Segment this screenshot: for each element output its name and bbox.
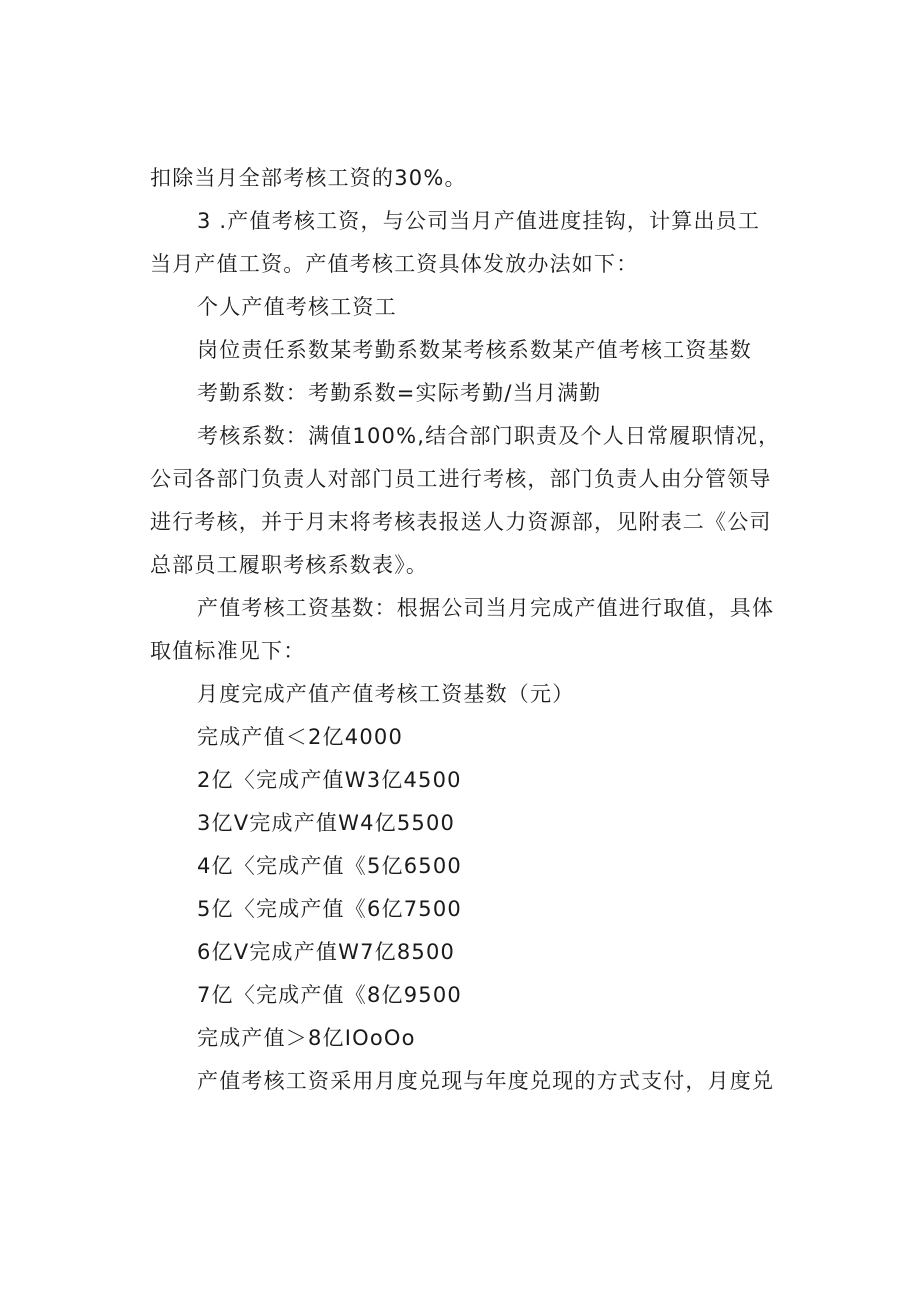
text-line: 公司各部门负责人对部门员工进行考核，部门负责人由分管领导 <box>150 467 772 491</box>
text-line: 3亿V完成产值W4亿5500 <box>197 811 456 835</box>
text-line: 3 .产值考核工资，与公司当月产值进度挂钩，计算出员工 <box>197 209 761 233</box>
text-line: 考核系数：满值100%,结合部门职责及个人日常履职情况， <box>197 424 781 448</box>
text-line: 岗位责任系数某考勤系数某考核系数某产值考核工资基数 <box>197 338 752 362</box>
text-line: 考勤系数：考勤系数=实际考勤/当月满勤 <box>197 381 602 405</box>
text-line: 产值考核工资基数：根据公司当月完成产值进行取值，具体 <box>197 596 775 620</box>
text-line: 进行考核，并于月末将考核表报送人力资源部，见附表二《公司 <box>150 510 772 534</box>
text-line: 5亿〈完成产值《6亿7500 <box>197 897 462 921</box>
text-line: 当月产值工资。产值考核工资具体发放办法如下： <box>150 252 639 276</box>
text-line: 4亿〈完成产值《5亿6500 <box>197 854 462 878</box>
text-line: 个人产值考核工资工 <box>197 295 397 319</box>
text-line: 完成产值＜2亿4000 <box>197 725 404 749</box>
text-line: 扣除当月全部考核工资的30%。 <box>150 166 467 190</box>
text-line: 产值考核工资采用月度兑现与年度兑现的方式支付，月度兑 <box>197 1069 775 1093</box>
text-line: 2亿〈完成产值W3亿4500 <box>197 768 462 792</box>
text-line: 7亿〈完成产值《8亿9500 <box>197 983 462 1007</box>
text-line: 完成产值＞8亿IOoOo <box>197 1026 416 1050</box>
text-line: 月度完成产值产值考核工资基数（元） <box>197 682 575 706</box>
text-line: 取值标准见下： <box>150 639 306 663</box>
text-line: 6亿V完成产值W7亿8500 <box>197 940 456 964</box>
document-body <box>150 157 800 1103</box>
text-line: 总部员工履职考核系数表》。 <box>150 553 429 577</box>
